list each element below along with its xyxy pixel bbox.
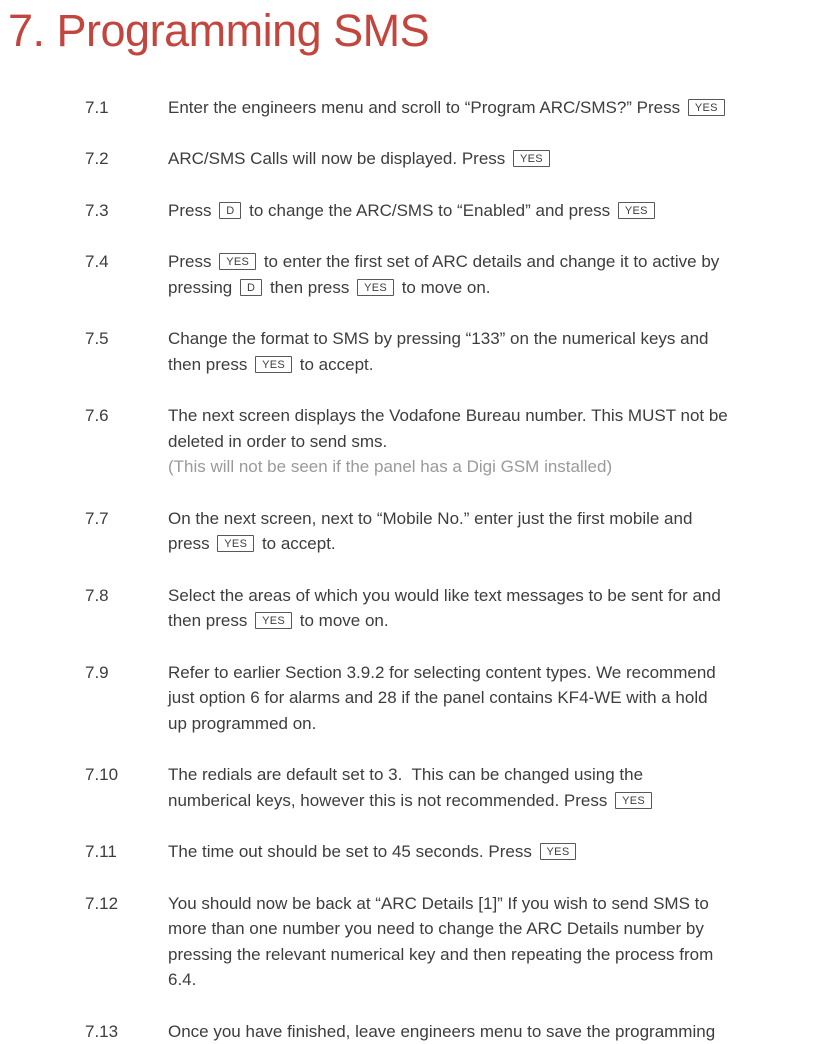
text-segment: deleted in order to send sms.: [168, 432, 387, 451]
text-segment: The time out should be set to 45 seconds. Press: [168, 842, 537, 861]
step-text: [168, 583, 788, 634]
text-segment: to change the ARC/SMS to “Enabled” and press: [244, 201, 614, 220]
text-segment: Select the areas of which you would like text messages to be sent for and: [168, 586, 721, 605]
text-segment: The redials are default set to 3. This can be changed using the: [168, 765, 643, 784]
step-item: [0, 660, 828, 737]
key-yes-badge: YES: [513, 150, 550, 167]
step-item: [0, 326, 828, 377]
key-yes-badge: YES: [688, 99, 725, 116]
key-yes-badge: YES: [255, 356, 292, 373]
text-segment: Press: [168, 201, 216, 220]
step-number: 7.3: [0, 198, 168, 224]
text-segment: then press: [168, 611, 252, 630]
step-text-line: [168, 967, 788, 993]
step-text-line: [168, 711, 788, 737]
step-number: 7.11: [0, 839, 168, 865]
key-d-badge: D: [219, 202, 241, 219]
step-item: [0, 403, 828, 480]
text-segment: then press: [168, 355, 252, 374]
step-item: [0, 249, 828, 300]
step-note-line: [168, 454, 788, 480]
step-number: 7.8: [0, 583, 168, 634]
step-text-line: [168, 788, 788, 814]
text-segment: just option 6 for alarms and 28 if the panel contains KF4-WE with a hold: [168, 688, 708, 707]
step-text: [168, 198, 788, 224]
text-segment: On the next screen, next to “Mobile No.” enter just the first mobile and: [168, 509, 692, 528]
text-segment: to move on.: [397, 278, 491, 297]
key-yes-badge: YES: [219, 253, 256, 270]
page-title: 7. Programming SMS: [0, 0, 828, 56]
step-text-line: [168, 352, 788, 378]
step-text-line: [168, 685, 788, 711]
key-yes-badge: YES: [255, 612, 292, 629]
key-yes-badge: YES: [618, 202, 655, 219]
text-segment: Change the format to SMS by pressing “133” on the numerical keys and: [168, 329, 709, 348]
text-segment: (This will not be seen if the panel has a Digi GSM installed): [168, 457, 612, 476]
step-number: 7.12: [0, 891, 168, 993]
key-yes-badge: YES: [540, 843, 577, 860]
step-text-line: [168, 146, 788, 172]
step-number: 7.10: [0, 762, 168, 813]
text-segment: Press: [168, 252, 216, 271]
text-segment: up programmed on.: [168, 714, 316, 733]
step-number: 7.4: [0, 249, 168, 300]
step-text: [168, 506, 788, 557]
step-text-line: [168, 198, 788, 224]
key-yes-badge: YES: [615, 792, 652, 809]
text-segment: to move on.: [295, 611, 389, 630]
step-number: 7.13: [0, 1019, 168, 1044]
step-text-line: [168, 891, 788, 917]
step-number: 7.5: [0, 326, 168, 377]
step-text-line: [168, 275, 788, 301]
step-text: [168, 660, 788, 737]
text-segment: pressing: [168, 278, 237, 297]
step-text-line: [168, 403, 788, 429]
step-text-line: [168, 326, 788, 352]
text-segment: The next screen displays the Vodafone Bureau number. This MUST not be: [168, 406, 728, 425]
text-segment: Refer to earlier Section 3.9.2 for selecting content types. We recommend: [168, 663, 716, 682]
step-text-line: [168, 660, 788, 686]
text-segment: to accept.: [295, 355, 373, 374]
step-text-line: [168, 531, 788, 557]
key-yes-badge: YES: [357, 279, 394, 296]
step-text-line: [168, 608, 788, 634]
step-text-line: [168, 583, 788, 609]
step-text: [168, 839, 788, 865]
step-text-line: [168, 95, 788, 121]
step-item: [0, 95, 828, 121]
step-text-line: [168, 942, 788, 968]
key-yes-badge: YES: [217, 535, 254, 552]
step-text: [168, 403, 788, 480]
text-segment: pressing the relevant numerical key and then repeating the process from: [168, 945, 713, 964]
step-text-line: [168, 506, 788, 532]
step-text-line: [168, 249, 788, 275]
step-text-line: [168, 429, 788, 455]
step-number: 7.6: [0, 403, 168, 480]
text-segment: Enter the engineers menu and scroll to “Program ARC/SMS?” Press: [168, 98, 685, 117]
steps-list: [0, 95, 828, 1044]
step-text: [168, 146, 788, 172]
key-d-badge: D: [240, 279, 262, 296]
text-segment: more than one number you need to change the ARC Details number by: [168, 919, 704, 938]
step-number: 7.1: [0, 95, 168, 121]
step-item: [0, 198, 828, 224]
step-text-line: [168, 762, 788, 788]
step-number: 7.7: [0, 506, 168, 557]
step-item: [0, 146, 828, 172]
text-segment: ARC/SMS Calls will now be displayed. Press: [168, 149, 510, 168]
step-text: [168, 762, 788, 813]
text-segment: numberical keys, however this is not recommended. Press: [168, 791, 612, 810]
text-segment: press: [168, 534, 214, 553]
step-number: 7.9: [0, 660, 168, 737]
text-segment: Once you have finished, leave engineers menu to save the programming: [168, 1022, 715, 1041]
step-text-line: [168, 916, 788, 942]
text-segment: to accept.: [257, 534, 335, 553]
step-item: [0, 1019, 828, 1044]
step-number: 7.2: [0, 146, 168, 172]
step-item: [0, 506, 828, 557]
text-segment: to enter the first set of ARC details and change it to active by: [259, 252, 719, 271]
step-item: [0, 891, 828, 993]
step-text: [168, 891, 788, 993]
step-item: [0, 583, 828, 634]
step-item: [0, 839, 828, 865]
text-segment: You should now be back at “ARC Details [1]” If you wish to send SMS to: [168, 894, 709, 913]
step-text-line: [168, 1019, 788, 1044]
step-text: [168, 249, 788, 300]
step-text: [168, 326, 788, 377]
step-text: [168, 95, 788, 121]
step-text-line: [168, 839, 788, 865]
text-segment: then press: [265, 278, 354, 297]
step-text: [168, 1019, 788, 1044]
text-segment: 6.4.: [168, 970, 196, 989]
step-item: [0, 762, 828, 813]
